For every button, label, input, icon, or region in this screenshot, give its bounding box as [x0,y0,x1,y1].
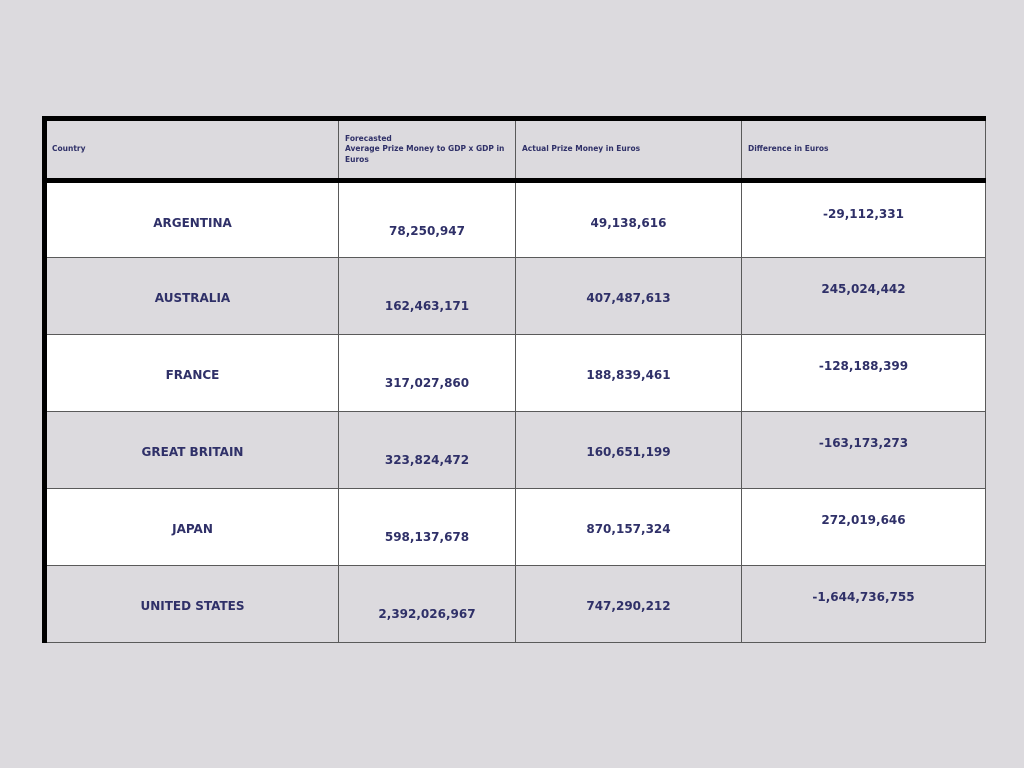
cell-difference: 245,024,442 [821,282,906,296]
cell-forecasted: 162,463,171 [384,299,470,313]
cell-actual-cell [516,258,742,335]
cell-forecasted-cell [339,412,516,489]
table-row [45,412,986,489]
prize-money-table-container [42,116,983,642]
cell-country: ARGENTINA [153,216,232,230]
cell-difference-cell [742,566,986,643]
cell-difference: -1,644,736,755 [812,590,915,604]
cell-forecasted-cell [339,566,516,643]
table-row [45,566,986,643]
cell-actual-cell [516,335,742,412]
cell-forecasted-cell [339,181,516,258]
cell-actual: 407,487,613 [586,291,671,305]
table-row [45,489,986,566]
cell-country-cell [45,258,339,335]
cell-actual: 870,157,324 [586,522,671,536]
table-row [45,335,986,412]
cell-forecasted: 323,824,472 [384,453,470,467]
cell-country: AUSTRALIA [154,291,231,305]
cell-country: FRANCE [165,368,220,382]
cell-difference: 272,019,646 [821,513,906,527]
cell-forecasted-cell [339,335,516,412]
cell-country-cell [45,489,339,566]
cell-country: JAPAN [172,522,213,536]
header-country: Country [45,119,339,181]
cell-country: GREAT BRITAIN [141,445,244,459]
cell-country-cell [45,181,339,258]
table-row [45,181,986,258]
cell-forecasted: 2,392,026,967 [378,607,476,621]
header-forecasted-line2: Average Prize Money to GDP x GDP in Euros [345,144,505,164]
cell-difference-cell [742,181,986,258]
cell-country-cell [45,335,339,412]
cell-difference-cell [742,489,986,566]
prize-money-table [42,116,986,643]
cell-actual-cell [516,489,742,566]
header-actual: Actual Prize Money in Euros [516,119,742,181]
cell-actual: 747,290,212 [586,599,671,613]
cell-actual-cell [516,566,742,643]
cell-country-cell [45,566,339,643]
header-forecasted-line1: Forecasted [345,133,392,143]
cell-forecasted: 317,027,860 [384,376,470,390]
cell-actual-cell [516,181,742,258]
cell-actual-cell [516,412,742,489]
cell-difference: -128,188,399 [818,359,909,373]
header-difference: Difference in Euros [742,119,986,181]
cell-actual: 160,651,199 [586,445,671,459]
cell-actual: 188,839,461 [586,368,671,382]
cell-difference-cell [742,258,986,335]
cell-difference: -29,112,331 [823,207,904,221]
table-body [45,181,986,643]
table-row [45,258,986,335]
cell-difference: -163,173,273 [818,436,909,450]
cell-country-cell [45,412,339,489]
cell-forecasted-cell [339,489,516,566]
cell-forecasted: 78,250,947 [389,224,465,238]
cell-country: UNITED STATES [140,599,245,613]
header-forecasted [339,119,516,181]
cell-forecasted-cell [339,258,516,335]
cell-forecasted: 598,137,678 [384,530,470,544]
cell-difference-cell [742,335,986,412]
cell-difference-cell [742,412,986,489]
cell-actual: 49,138,616 [590,216,667,230]
table-header-row [45,119,986,181]
